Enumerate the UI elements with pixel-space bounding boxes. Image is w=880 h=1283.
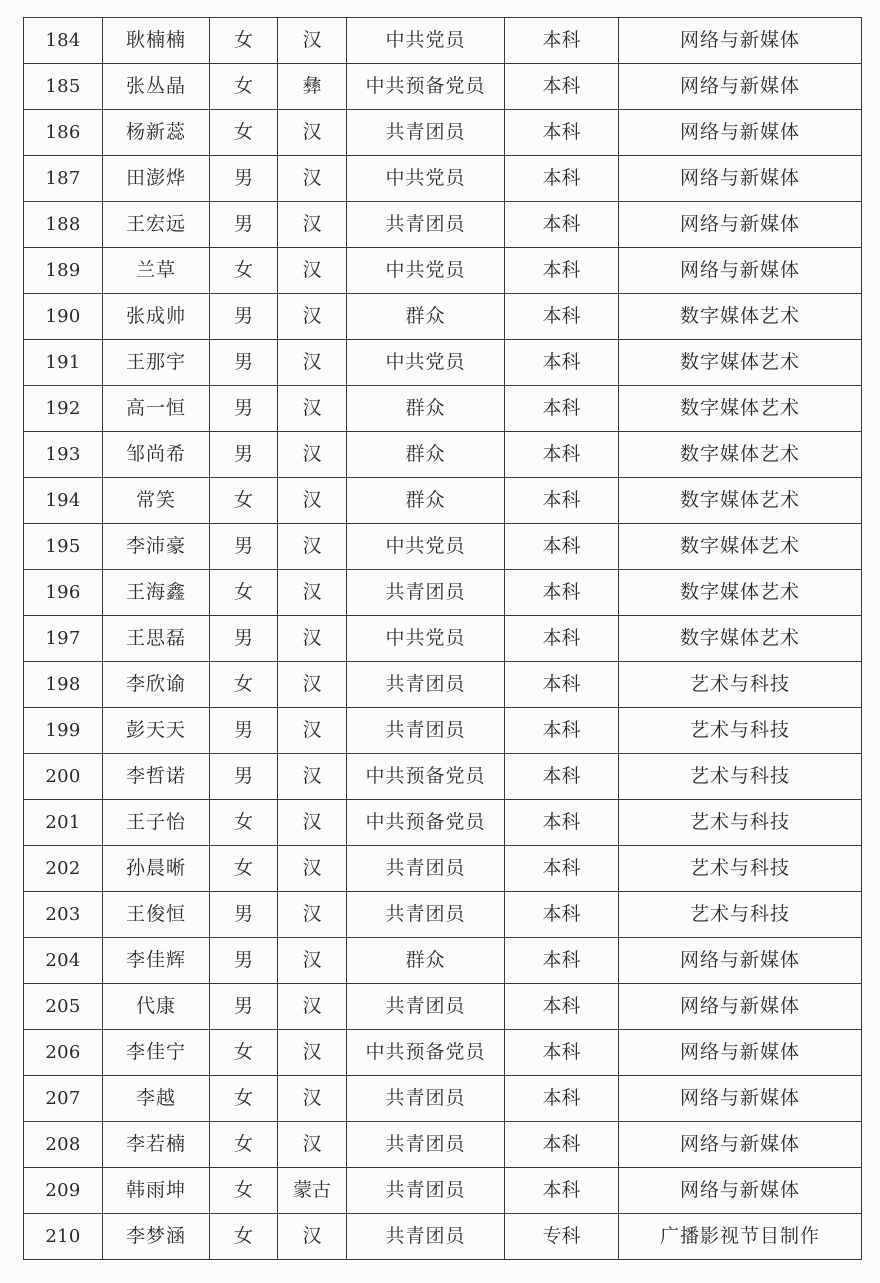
cell-education-level: 本科 bbox=[505, 754, 619, 800]
table-row bbox=[24, 202, 862, 248]
cell-ethnicity: 汉 bbox=[278, 1076, 347, 1122]
table-row bbox=[24, 616, 862, 662]
cell-gender: 男 bbox=[210, 386, 278, 432]
cell-name: 王那宇 bbox=[103, 340, 210, 386]
cell-ethnicity: 汉 bbox=[278, 110, 347, 156]
cell-major: 网络与新媒体 bbox=[619, 202, 862, 248]
cell-political-status: 群众 bbox=[347, 386, 505, 432]
cell-major: 艺术与科技 bbox=[619, 708, 862, 754]
cell-political-status: 共青团员 bbox=[347, 892, 505, 938]
cell-major: 网络与新媒体 bbox=[619, 18, 862, 64]
cell-education-level: 专科 bbox=[505, 1214, 619, 1260]
cell-gender: 男 bbox=[210, 892, 278, 938]
table-row bbox=[24, 938, 862, 984]
cell-ethnicity: 汉 bbox=[278, 892, 347, 938]
cell-ethnicity: 汉 bbox=[278, 938, 347, 984]
cell-name: 代康 bbox=[103, 984, 210, 1030]
cell-education-level: 本科 bbox=[505, 110, 619, 156]
cell-gender: 男 bbox=[210, 432, 278, 478]
cell-major: 网络与新媒体 bbox=[619, 64, 862, 110]
cell-name: 李欣谕 bbox=[103, 662, 210, 708]
cell-ethnicity: 汉 bbox=[278, 248, 347, 294]
cell-ethnicity: 蒙古 bbox=[278, 1168, 347, 1214]
cell-serial-number: 193 bbox=[24, 432, 103, 478]
cell-ethnicity: 彝 bbox=[278, 64, 347, 110]
cell-political-status: 共青团员 bbox=[347, 110, 505, 156]
table-row bbox=[24, 524, 862, 570]
cell-major: 数字媒体艺术 bbox=[619, 524, 862, 570]
table-row bbox=[24, 1076, 862, 1122]
cell-political-status: 中共党员 bbox=[347, 524, 505, 570]
table-row bbox=[24, 1168, 862, 1214]
cell-major: 网络与新媒体 bbox=[619, 1030, 862, 1076]
cell-ethnicity: 汉 bbox=[278, 478, 347, 524]
cell-gender: 男 bbox=[210, 616, 278, 662]
cell-political-status: 共青团员 bbox=[347, 1076, 505, 1122]
cell-serial-number: 198 bbox=[24, 662, 103, 708]
cell-ethnicity: 汉 bbox=[278, 202, 347, 248]
cell-name: 李哲诺 bbox=[103, 754, 210, 800]
cell-gender: 女 bbox=[210, 662, 278, 708]
cell-name: 彭天天 bbox=[103, 708, 210, 754]
table-row bbox=[24, 984, 862, 1030]
cell-gender: 女 bbox=[210, 248, 278, 294]
cell-political-status: 群众 bbox=[347, 478, 505, 524]
cell-gender: 女 bbox=[210, 1168, 278, 1214]
cell-serial-number: 196 bbox=[24, 570, 103, 616]
cell-gender: 男 bbox=[210, 754, 278, 800]
cell-political-status: 共青团员 bbox=[347, 202, 505, 248]
table-row bbox=[24, 248, 862, 294]
cell-gender: 女 bbox=[210, 1030, 278, 1076]
cell-major: 广播影视节目制作 bbox=[619, 1214, 862, 1260]
cell-name: 高一恒 bbox=[103, 386, 210, 432]
cell-name: 常笑 bbox=[103, 478, 210, 524]
cell-name: 李越 bbox=[103, 1076, 210, 1122]
cell-ethnicity: 汉 bbox=[278, 754, 347, 800]
cell-name: 张丛晶 bbox=[103, 64, 210, 110]
cell-gender: 男 bbox=[210, 202, 278, 248]
cell-gender: 女 bbox=[210, 800, 278, 846]
cell-serial-number: 199 bbox=[24, 708, 103, 754]
table-row bbox=[24, 754, 862, 800]
cell-gender: 女 bbox=[210, 1076, 278, 1122]
cell-education-level: 本科 bbox=[505, 294, 619, 340]
cell-serial-number: 192 bbox=[24, 386, 103, 432]
cell-ethnicity: 汉 bbox=[278, 524, 347, 570]
cell-major: 网络与新媒体 bbox=[619, 1168, 862, 1214]
cell-serial-number: 205 bbox=[24, 984, 103, 1030]
table-row bbox=[24, 64, 862, 110]
cell-gender: 男 bbox=[210, 524, 278, 570]
cell-education-level: 本科 bbox=[505, 892, 619, 938]
table-row bbox=[24, 156, 862, 202]
cell-political-status: 共青团员 bbox=[347, 984, 505, 1030]
cell-serial-number: 202 bbox=[24, 846, 103, 892]
cell-education-level: 本科 bbox=[505, 708, 619, 754]
cell-name: 王海鑫 bbox=[103, 570, 210, 616]
cell-serial-number: 194 bbox=[24, 478, 103, 524]
cell-serial-number: 201 bbox=[24, 800, 103, 846]
cell-political-status: 群众 bbox=[347, 294, 505, 340]
cell-political-status: 中共党员 bbox=[347, 340, 505, 386]
cell-gender: 男 bbox=[210, 984, 278, 1030]
cell-serial-number: 186 bbox=[24, 110, 103, 156]
cell-serial-number: 207 bbox=[24, 1076, 103, 1122]
cell-major: 网络与新媒体 bbox=[619, 1122, 862, 1168]
cell-ethnicity: 汉 bbox=[278, 156, 347, 202]
cell-name: 李若楠 bbox=[103, 1122, 210, 1168]
table-row bbox=[24, 294, 862, 340]
cell-major: 网络与新媒体 bbox=[619, 248, 862, 294]
cell-education-level: 本科 bbox=[505, 846, 619, 892]
cell-ethnicity: 汉 bbox=[278, 662, 347, 708]
cell-gender: 男 bbox=[210, 340, 278, 386]
cell-gender: 男 bbox=[210, 708, 278, 754]
cell-political-status: 共青团员 bbox=[347, 662, 505, 708]
cell-education-level: 本科 bbox=[505, 432, 619, 478]
cell-political-status: 群众 bbox=[347, 938, 505, 984]
cell-serial-number: 209 bbox=[24, 1168, 103, 1214]
cell-education-level: 本科 bbox=[505, 478, 619, 524]
cell-ethnicity: 汉 bbox=[278, 340, 347, 386]
cell-political-status: 中共预备党员 bbox=[347, 800, 505, 846]
table-row bbox=[24, 846, 862, 892]
cell-major: 网络与新媒体 bbox=[619, 984, 862, 1030]
cell-education-level: 本科 bbox=[505, 984, 619, 1030]
cell-political-status: 中共党员 bbox=[347, 156, 505, 202]
cell-ethnicity: 汉 bbox=[278, 846, 347, 892]
cell-name: 李沛豪 bbox=[103, 524, 210, 570]
cell-serial-number: 203 bbox=[24, 892, 103, 938]
table-row bbox=[24, 432, 862, 478]
cell-serial-number: 185 bbox=[24, 64, 103, 110]
cell-major: 艺术与科技 bbox=[619, 662, 862, 708]
cell-political-status: 共青团员 bbox=[347, 1214, 505, 1260]
cell-education-level: 本科 bbox=[505, 662, 619, 708]
cell-major: 艺术与科技 bbox=[619, 754, 862, 800]
cell-ethnicity: 汉 bbox=[278, 386, 347, 432]
cell-political-status: 共青团员 bbox=[347, 708, 505, 754]
cell-education-level: 本科 bbox=[505, 524, 619, 570]
cell-political-status: 中共预备党员 bbox=[347, 64, 505, 110]
cell-education-level: 本科 bbox=[505, 570, 619, 616]
cell-name: 邹尚希 bbox=[103, 432, 210, 478]
cell-name: 张成帅 bbox=[103, 294, 210, 340]
table-row bbox=[24, 570, 862, 616]
cell-education-level: 本科 bbox=[505, 202, 619, 248]
cell-name: 王宏远 bbox=[103, 202, 210, 248]
cell-political-status: 共青团员 bbox=[347, 1168, 505, 1214]
cell-name: 耿楠楠 bbox=[103, 18, 210, 64]
student-roster-table bbox=[23, 17, 862, 1260]
cell-education-level: 本科 bbox=[505, 340, 619, 386]
table-row bbox=[24, 386, 862, 432]
cell-political-status: 中共党员 bbox=[347, 248, 505, 294]
cell-name: 王俊恒 bbox=[103, 892, 210, 938]
cell-political-status: 中共预备党员 bbox=[347, 1030, 505, 1076]
cell-serial-number: 206 bbox=[24, 1030, 103, 1076]
cell-name: 田澎烨 bbox=[103, 156, 210, 202]
cell-political-status: 中共党员 bbox=[347, 616, 505, 662]
cell-education-level: 本科 bbox=[505, 386, 619, 432]
cell-education-level: 本科 bbox=[505, 800, 619, 846]
cell-gender: 男 bbox=[210, 294, 278, 340]
cell-gender: 女 bbox=[210, 1122, 278, 1168]
cell-name: 李佳宁 bbox=[103, 1030, 210, 1076]
table-row bbox=[24, 1214, 862, 1260]
cell-serial-number: 208 bbox=[24, 1122, 103, 1168]
cell-gender: 女 bbox=[210, 18, 278, 64]
cell-major: 网络与新媒体 bbox=[619, 1076, 862, 1122]
cell-name: 李梦涵 bbox=[103, 1214, 210, 1260]
table-row bbox=[24, 800, 862, 846]
cell-serial-number: 189 bbox=[24, 248, 103, 294]
cell-major: 数字媒体艺术 bbox=[619, 432, 862, 478]
cell-major: 数字媒体艺术 bbox=[619, 340, 862, 386]
cell-education-level: 本科 bbox=[505, 248, 619, 294]
cell-education-level: 本科 bbox=[505, 1168, 619, 1214]
cell-name: 李佳辉 bbox=[103, 938, 210, 984]
cell-ethnicity: 汉 bbox=[278, 616, 347, 662]
table-row bbox=[24, 662, 862, 708]
cell-serial-number: 187 bbox=[24, 156, 103, 202]
cell-name: 韩雨坤 bbox=[103, 1168, 210, 1214]
cell-serial-number: 200 bbox=[24, 754, 103, 800]
table-row bbox=[24, 1030, 862, 1076]
cell-ethnicity: 汉 bbox=[278, 432, 347, 478]
cell-ethnicity: 汉 bbox=[278, 1030, 347, 1076]
cell-political-status: 中共预备党员 bbox=[347, 754, 505, 800]
cell-gender: 男 bbox=[210, 938, 278, 984]
table-row bbox=[24, 892, 862, 938]
table-row bbox=[24, 18, 862, 64]
cell-serial-number: 190 bbox=[24, 294, 103, 340]
cell-gender: 女 bbox=[210, 478, 278, 524]
cell-name: 孙晨晰 bbox=[103, 846, 210, 892]
cell-major: 数字媒体艺术 bbox=[619, 570, 862, 616]
cell-gender: 女 bbox=[210, 570, 278, 616]
cell-serial-number: 184 bbox=[24, 18, 103, 64]
cell-serial-number: 197 bbox=[24, 616, 103, 662]
table-row bbox=[24, 110, 862, 156]
cell-serial-number: 195 bbox=[24, 524, 103, 570]
cell-political-status: 共青团员 bbox=[347, 570, 505, 616]
cell-major: 艺术与科技 bbox=[619, 800, 862, 846]
cell-ethnicity: 汉 bbox=[278, 1122, 347, 1168]
cell-major: 数字媒体艺术 bbox=[619, 294, 862, 340]
cell-education-level: 本科 bbox=[505, 1076, 619, 1122]
cell-major: 网络与新媒体 bbox=[619, 110, 862, 156]
cell-education-level: 本科 bbox=[505, 64, 619, 110]
cell-serial-number: 191 bbox=[24, 340, 103, 386]
roster-body bbox=[24, 18, 862, 1260]
cell-name: 杨新蕊 bbox=[103, 110, 210, 156]
cell-ethnicity: 汉 bbox=[278, 1214, 347, 1260]
cell-gender: 男 bbox=[210, 156, 278, 202]
cell-political-status: 群众 bbox=[347, 432, 505, 478]
cell-serial-number: 210 bbox=[24, 1214, 103, 1260]
cell-major: 数字媒体艺术 bbox=[619, 386, 862, 432]
cell-gender: 女 bbox=[210, 1214, 278, 1260]
cell-major: 网络与新媒体 bbox=[619, 156, 862, 202]
cell-major: 艺术与科技 bbox=[619, 892, 862, 938]
table-row bbox=[24, 478, 862, 524]
cell-education-level: 本科 bbox=[505, 1030, 619, 1076]
cell-major: 艺术与科技 bbox=[619, 846, 862, 892]
cell-major: 数字媒体艺术 bbox=[619, 478, 862, 524]
cell-serial-number: 188 bbox=[24, 202, 103, 248]
cell-name: 王思磊 bbox=[103, 616, 210, 662]
table-row bbox=[24, 340, 862, 386]
cell-political-status: 共青团员 bbox=[347, 846, 505, 892]
cell-education-level: 本科 bbox=[505, 18, 619, 64]
table-row bbox=[24, 708, 862, 754]
cell-ethnicity: 汉 bbox=[278, 294, 347, 340]
cell-ethnicity: 汉 bbox=[278, 800, 347, 846]
cell-name: 兰草 bbox=[103, 248, 210, 294]
cell-gender: 女 bbox=[210, 110, 278, 156]
cell-name: 王子怡 bbox=[103, 800, 210, 846]
cell-ethnicity: 汉 bbox=[278, 984, 347, 1030]
cell-education-level: 本科 bbox=[505, 938, 619, 984]
cell-major: 网络与新媒体 bbox=[619, 938, 862, 984]
cell-ethnicity: 汉 bbox=[278, 18, 347, 64]
cell-education-level: 本科 bbox=[505, 156, 619, 202]
cell-political-status: 共青团员 bbox=[347, 1122, 505, 1168]
table-row bbox=[24, 1122, 862, 1168]
cell-gender: 女 bbox=[210, 846, 278, 892]
cell-education-level: 本科 bbox=[505, 1122, 619, 1168]
cell-major: 数字媒体艺术 bbox=[619, 616, 862, 662]
cell-serial-number: 204 bbox=[24, 938, 103, 984]
cell-education-level: 本科 bbox=[505, 616, 619, 662]
cell-ethnicity: 汉 bbox=[278, 570, 347, 616]
cell-gender: 女 bbox=[210, 64, 278, 110]
cell-political-status: 中共党员 bbox=[347, 18, 505, 64]
cell-ethnicity: 汉 bbox=[278, 708, 347, 754]
